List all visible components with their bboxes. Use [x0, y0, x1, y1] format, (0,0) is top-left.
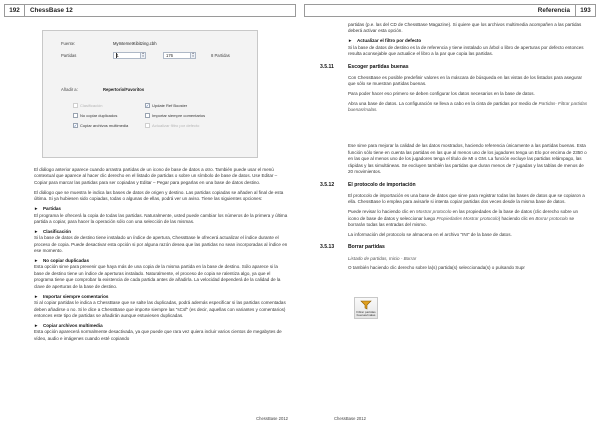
append-value: Repertorio/Favoritos [103, 87, 145, 92]
checkbox-import-comments[interactable]: Importar siempre comentarios [145, 113, 205, 118]
games-label: Partidas [61, 53, 77, 58]
checkmark-icon: ✓ [73, 122, 78, 128]
arrow-icon: ► [34, 206, 39, 212]
paragraph: Puede revisar lo haciendo clic en Mostrar protocolo en las propiedades de la base de datos (clic derecho sobre un icono de base de datos y seleccionar luego Propiedades Mostrar protocolo) haciendo clic en Borrar protocolo se borrarán todas las entradas del mismo. [348, 209, 579, 227]
paragraph: Si la base de datos de destino tiene instalado un índice de apertura, ChessBase le ofrecerá actualizar el índice durante el proceso de copia. Puede desactivar esta opción si por alguna razón desea que las partidas no sean incorporadas al índice en ese momento. [34, 235, 288, 254]
section-heading-import-log [320, 181, 588, 189]
arrow-icon: ► [34, 228, 39, 234]
left-page-number: 192 [5, 5, 25, 16]
subheading-no-duplicates: ► No copiar duplicadas [34, 258, 89, 263]
games-count: 8 Partidas [211, 53, 230, 58]
checkmark-icon: ✓ [145, 102, 150, 108]
checkbox-update-default-filter[interactable]: Actualizar filtro por defecto [145, 123, 199, 128]
checkbox-box [145, 113, 150, 118]
subheading-classification: ► Clasificación [34, 228, 72, 234]
right-body-text [320, 22, 588, 275]
subheading-games: ► Partidas [34, 206, 61, 212]
checkbox-box [73, 103, 78, 108]
source-value: MyInternetKibitzing.cbh [113, 41, 157, 46]
append-label: Añadir a: [61, 87, 78, 92]
paragraph: Para poder hacer eso primero se deben configurar los datos necesarios en la base de datos. [348, 91, 535, 97]
left-header-title: ChessBase 12 [30, 7, 73, 14]
section-title: Borrar partidas [348, 244, 385, 251]
paragraph: partidas (p.e. las del CD de ChessBase Magazine). Si quiere que los archivos multimedia acompañen a las partidas deberá activar esta opción. [348, 22, 582, 34]
paragraph: Abra una base de datos. La configuración se lleva a cabo en la cinta de partidas por medio de Partidas- Filtrar partidas buenas/malas. [348, 101, 588, 113]
checkbox-classification[interactable]: Clasificación [73, 103, 102, 108]
menu-path: Mostrar protocolo [416, 209, 452, 215]
right-header-title: Referencia [537, 7, 570, 14]
subheading-import-comments: ► Importar siempre comentarios [34, 293, 109, 299]
menu-path: Propiedades Mostrar protocolo [436, 215, 499, 221]
filter-good-games-button [354, 297, 378, 319]
checkbox-box [73, 113, 78, 118]
from-game-spinner[interactable]: ▲ ▼ [141, 52, 145, 58]
paragraph: El diálogo que se muestra le indica las bases de datos de origen y destino. Las partidas copiadas se añaden al final de esta última. Si ya hubiesen sido copiadas, todas o algunas de ellas, podrá ver un aviso. Tiene las siguientes opciones: [34, 189, 284, 202]
left-footer: ChessBase 2012 [256, 416, 288, 421]
paragraph: La información del protocolo se almacena en el archivo "INI" de la base de datos. [348, 231, 512, 237]
right-footer: ChessBase 2012 [334, 416, 366, 421]
paragraph: O también haciendo clic derecho sobre la(s) partida(s) seleccionada(s) o pulsando Supr [348, 265, 525, 271]
paragraph: El protocolo de importación es una base de datos que sirve para registrar todas las bases de datos que se copiaron a ella. ChessBase lo emplea para avisarle si intenta copiar partidas dos veces desde la misma base de datos. [348, 192, 585, 205]
paragraph: Con ChessBase es posible predefinir valores en la máscara de búsqueda en las vistas de los listados para asegurar que sólo se muestran partidas buenas. [348, 74, 583, 87]
section-title: El protocolo de importación [348, 181, 416, 188]
right-page-number: 193 [575, 5, 595, 16]
left-body-text [34, 167, 288, 346]
checkbox-update-ref-booster[interactable]: ✓ Update Ref Booster [145, 102, 188, 108]
to-game-value: 176 [166, 53, 173, 58]
arrow-icon: ► [34, 293, 39, 299]
paragraph: Esta opción sirve para prevenir que haya más de una copia de la misma partida en la base de destino. Sólo aparece si la base de destino tiene un índice de aperturas instalado. Naturalmente, el proceso de copia se ralentiza algo, ya que el programa tiene que comprobar la existencia de cada partida antes de añadirla. La velocidad dependerá de la calidad de la clave de aperturas de la base de destino. [34, 264, 281, 289]
paragraph: Esta opción aparecerá normalmente desactivada, ya que puede que rara vez quiera incluir varios cientos de megabytes de vídeo, audio e imágenes cuando esté copiando [34, 329, 282, 341]
copy-games-dialog [42, 30, 258, 158]
paragraph: El programa le ofrecerá la copia de todas las partidas. Naturalmente, usted puede cambiar los números de la primera y última partida a copiar, para hacer la operación sólo con una selección de las mismas. [34, 212, 288, 224]
arrow-icon: ► [348, 38, 353, 44]
filter-icon [360, 300, 372, 310]
checkbox-copy-multimedia[interactable]: ✓ Copiar archivos multimedia [73, 122, 129, 128]
source-label: Fuente: [61, 41, 76, 46]
paragraph: El diálogo anterior aparece cuando arrastra partidas de un icono de base de datos a otro. También puede usar el menú contextual que aparece al hacer clic derecho en el listado de partidas o sobre un símbolo de base de datos. Use Editar – Copiar para marcar las partidas para ser copiadas y Editar – Pegar para pegarlas en una base de datos destino. [34, 167, 278, 185]
section-number: 3.5.12 [320, 181, 335, 188]
to-game-input[interactable] [163, 52, 191, 59]
from-game-input[interactable] [113, 52, 141, 59]
paragraph: Ese sirve para mejorar la calidad de las datos mostrados, haciendo referencia únicamente a las partidas buenas. Esta función sólo tiene en cuenta las partidas en las que al menos uno de los jugadores tenga un Elo por encima de 2350 o en las que al menos uno de los jugadores tenga el título de MI o GM. La función excluye las partidas relámpago, las rápidas y las simultáneas. Se excluyen también las partidas que duran menos de 7 jugadas y las tablas de menos de 20 movimientos. [348, 143, 587, 175]
menu-path: Listado de partidas, Inicio - Borrar [348, 255, 417, 261]
section-number: 3.5.13 [320, 244, 335, 251]
checkbox-no-duplicates[interactable]: No copiar duplicados [73, 113, 117, 118]
section-number: 3.5.11 [320, 63, 334, 70]
filter-caption: Filtrar partidas buenas/malas [356, 309, 376, 317]
to-game-spinner[interactable]: ▲ ▼ [191, 52, 195, 58]
paragraph: Si la base de datos de destino es la de referencia y tiene instalado un árbol o libro de aperturas por defecto entonces resulta aconsejable que actualice el libro a la par que copia las partidas. [348, 44, 584, 57]
left-page-header [4, 4, 296, 17]
section-heading-delete-games [320, 244, 588, 251]
right-page-header [304, 4, 596, 17]
section-title: Escoger partidas buenas [348, 63, 409, 70]
image-spacer [348, 117, 588, 143]
checkbox-box [145, 123, 150, 128]
paragraph: Si al copiar partidas le indica a ChessBase que se salte las duplicadas, podrá además especificar si las partidas comentadas deben añadirse o no. Si le dice a ChessBase que importe siempre las "sCsf" (es decir, aquellas con variantes y comentarios) entonces este tipo de partidas se añadirán aunque estuviesen duplicadas. [34, 300, 286, 319]
subheading-copy-multimedia: ► Copiar archivos multimedia [34, 322, 103, 328]
options-group [73, 103, 223, 141]
section-heading-good-games [320, 63, 588, 71]
from-game-value: 1 [116, 53, 119, 58]
arrow-icon: ► [34, 258, 39, 263]
menu-path: Borrar protocolo [535, 215, 568, 221]
subheading-update-default-filter: ► Actualizar el filtro por defecto [348, 38, 422, 44]
arrow-icon: ► [34, 322, 39, 328]
menu-path: Partidas- Filtrar partidas buenas/malas. [348, 101, 588, 113]
